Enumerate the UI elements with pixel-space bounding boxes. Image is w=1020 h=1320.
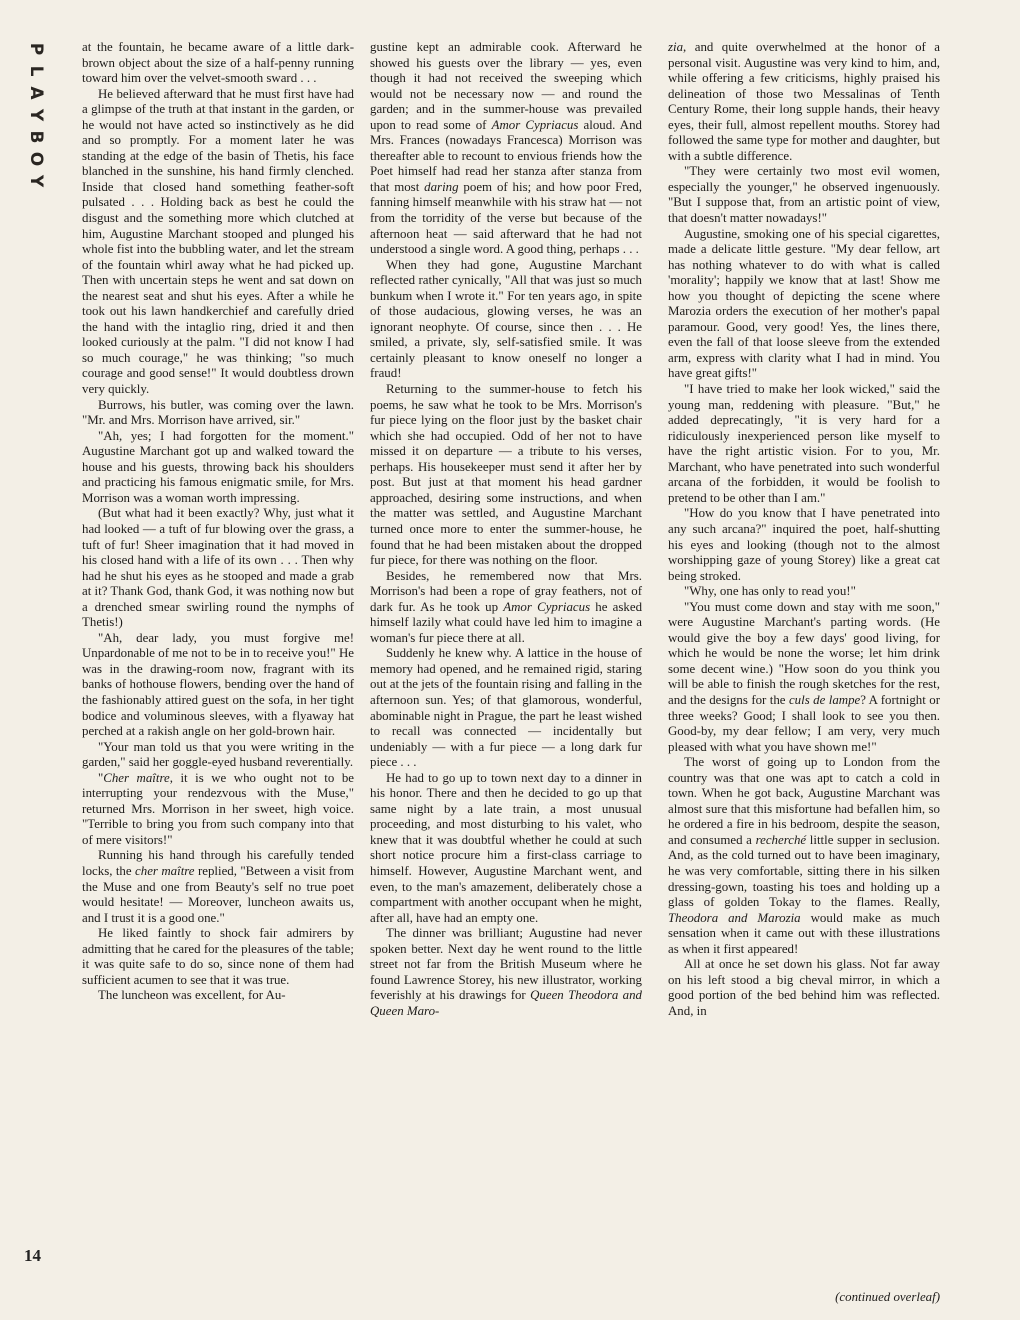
paragraph: gustine kept an admirable cook. Afterward he showed his guests over the library — yes, even though it had not received the sweeping which would not be necessary now — and round the garden; and in the summer-house was prevailed upon to read some of Amor Cypriacus aloud. And Mrs. Frances (nowadays Francesca) Morrison was thereafter able to recount to envious friends how the Poet himself had read her stanza after stanza from that most daring poem of his; and how poor Fred, fanning himself meanwhile with his straw hat — not from the torridity of the verse but because of the afternoon heat — said afterward that he had not understood a single word. A good thing, perhaps . . . — [370, 40, 643, 257]
paragraph: zia, and quite overwhelmed at the honor of a personal visit. Augustine was very kind to him, and, while offering a few criticisms, highly praised his delineation of those two Messalinas of Tenth Century Rome, their long supple hands, their heavy eyes, their full, almost repellent mouths. Storey had followed the same type for mother and daughter, but with a subtle difference. — [668, 40, 940, 163]
paragraph: "Your man told us that you were writing in the garden," said her goggle-eyed husband reverentially. — [82, 739, 354, 770]
paragraph: "You must come down and stay with me soon," were Augustine Marchant's parting words. (He would give the boy a few days' good living, for which he would be none the worse; let him drink some decent wine.) "How soon do you think you will be able to finish the rough sketches for the rest, and the designs for the culs de lampe? A fortnight or three weeks? Good; I shall look to see you then. Good-by, my dear fellow; I am very, very much pleased with what you have shown me!" — [668, 599, 940, 754]
paragraph: "Cher maître, it is we who ought not to be interrupting your rendezvous with the Muse," returned Mrs. Morrison in her sweet, high voice. "Terrible to bring you from such company into that of mere visitors!" — [82, 770, 354, 847]
paragraph: When they had gone, Augustine Marchant reflected rather cynically, "All that was just so much bunkum when I wrote it." For ten years ago, in spite of those audacious, glowing verses, he was an ignorant neophyte. Of course, since then . . . He smiled, a private, sly, self-satisfied smile. It was certainly pleasant to know oneself no longer a fraud! — [370, 257, 642, 381]
paragraph: "Ah, yes; I had forgotten for the moment." Augustine Marchant got up and walked toward the house and his guests, throwing back his shoulders and practicing his famous enigmatic smile, for Mrs. Morrison was a woman worth impressing. — [82, 428, 354, 505]
paragraph: Running his hand through his carefully tended locks, the cher maître replied, "Between a visit from the Muse and one from Beauty's self no true poet would hesitate! — Moreover, luncheon awaits us, and I trust it is a good one." — [82, 848, 354, 925]
page-number: 14 — [24, 1246, 41, 1265]
masthead: P L A Y B O Y — [26, 42, 46, 188]
continued-note: (continued overleaf) — [835, 1290, 940, 1304]
paragraph: All at once he set down his glass. Not far away on his left stood a big cheval mirror, in which a good portion of the bed behind him was reflected. And, in — [668, 957, 940, 1018]
paragraph: He liked faintly to shock fair admirers by admitting that he cared for the pleasures of the table; it was quite safe to do so, since none of them had sufficient acumen to see that it was true. — [82, 926, 354, 987]
paragraph: He believed afterward that he must first have had a glimpse of the truth at that instant in the garden, or he would not have acted so instinctively as he did and so promptly. For a moment later he was standing at the edge of the basin of Thetis, his face blanched in the sunshine, his hand firmly clenched. Inside that closed hand something feather-soft pulsated . . . Holding back as best he could the disgust and the something more which clutched at him, Augustine Marchant stooped and plunged his whole fist into the bubbling water, and let the stream of the fountain whirl away what he had picked up. Then with uncertain steps he went and sat down on the nearest seat and shut his eyes. After a while he took out his lawn handkerchief and carefully dried the hand with the intaglio ring, dried it and then looked curiously at the palm. "I did not know I had so much courage," he was thinking; "so much courage and good sense!" It would doubtless drown very quickly. — [82, 86, 354, 397]
paragraph: Burrows, his butler, was coming over the lawn. "Mr. and Mrs. Morrison have arrived, sir." — [82, 397, 354, 428]
paragraph: "Ah, dear lady, you must forgive me! Unpardonable of me not to be in to receive you!" He was in the drawing-room now, fragrant with its banks of hothouse flowers, bending over the hand of the fashionably attired guest on the sofa, in her tight bodice and voluminous sleeves, with a flyaway hat perched at a rakish angle on her gold-brown hair. — [82, 630, 354, 739]
paragraph: "I have tried to make her look wicked," said the young man, reddening with pleasure. "But," he added deprecatingly, "it is very hard for a ridiculously inexperienced person like myself to have the right artistic vision. For to you, Mr. Marchant, who have penetrated into such wonderful arcana of the forbidden, it would be foolish to pretend to be other than I am." — [668, 382, 940, 505]
paragraph: Besides, he remembered now that Mrs. Morrison's had been a rope of gray feathers, not of dark fur. As he took up Amor Cypriacus he asked himself lazily what could have led him to imagine a woman's fur piece there at all. — [370, 568, 643, 645]
paragraph: The dinner was brilliant; Augustine had never spoken better. Next day he went round to the little street not far from the British Museum where he found Lawrence Storey, his new illustrator, working feverishly at his drawings for Queen Theodora and Queen Maro- — [370, 926, 642, 1018]
paragraph: "Why, one has only to read you!" — [684, 584, 856, 599]
paragraph: Suddenly he knew why. A lattice in the house of memory had opened, and he remained rigid, staring out at the jets of the fountain rising and falling in the afternoon sun. Yes; of that glamorous, wonderful, abominable night in Prague, the part he least wished to recall was connected — incidentally but undeniably — with a fur piece — a long dark fur piece . . . — [370, 646, 642, 770]
paragraph: (But what had it been exactly? Why, just what it had looked — a tuft of fur blowing over the grass, a tuft of fur! Sheer imagination that it had moved in his closed hand with a life of its own . . . Then why had he shut his eyes as he stooped and made a grab at it? Thank God, thank God, it was nothing now but a drenched smear swirling round the nymphs of Thetis!) — [82, 506, 354, 630]
text-column-2 — [370, 40, 642, 1019]
paragraph: He had to go up to town next day to a dinner in his honor. There and then he decided to go up that same night by a late train, a most unusual proceeding, and most disturbing to his valet, who knew that it was doubtful whether he could at such short notice procure him a first-class carriage to himself. However, Augustine Marchant went, and even, to the man's amazement, deliberately chose a compartment with another occupant when he might, after all, have had an empty one. — [370, 770, 642, 925]
text-column-3 — [668, 40, 940, 1019]
paragraph: Returning to the summer-house to fetch his poems, he saw what he took to be Mrs. Morrison's fur piece lying on the floor just by the basket chair which she had occupied. Odd of her not to have missed it on departure — a tribute to his verses, perhaps. His housekeeper must send it after her by post. But just at that moment his head gardner approached, desiring some instructions, and when the matter was settled, and Augustine Marchant turned once more to enter the summer-house, he found that he had been mistaken about the dropped fur piece, for there was nothing on the floor. — [370, 382, 642, 568]
paragraph: The worst of going up to London from the country was that one was apt to catch a cold in town. When he got back, Augustine Marchant was almost sure that this misfortune had befallen him, so he ordered a fire in his bedroom, despite the season, and consumed a recherché little supper in seclusion. And, as the cold turned out to have been imaginary, he was very comfortable, sitting there in his silken dressing-gown, toasting his toes and holding up a glass of golden Tokay to the flames. Really, Theodora and Marozia would make as much sensation when it came out with these illustrations as when it first appeared! — [668, 755, 940, 956]
paragraph: at the fountain, he became aware of a little dark-brown object about the size of a half-penny running toward him over the velvet-smooth sward . . . — [82, 40, 354, 86]
paragraph: "They were certainly two most evil women, especially the younger," he observed ingenuously. "But I suppose that, from an artistic point of view, that doesn't matter nowadays!" — [668, 164, 940, 226]
text-column-1 — [82, 40, 354, 1004]
paragraph: Augustine, smoking one of his special cigarettes, made a delicate little gesture. "My dear fellow, art has nothing whatever to do with what is called 'morality'; happily we know that at last! Show me how you thought of depicting the scene where Marozia orders the execution of her mother's papal paramour. Good, very good! Yes, the lines there, even the fall of that loose sleeve from the extended arm, express with clarity what I had in mind. You have great gifts!" — [668, 226, 940, 381]
paragraph: The luncheon was excellent, for Au- — [98, 988, 286, 1003]
paragraph: "How do you know that I have penetrated into any such arcana?" inquired the poet, half-shutting his eyes and looking (though not to the almost worshipping gaze of young Storey) like a great cat being stroked. — [668, 506, 940, 583]
